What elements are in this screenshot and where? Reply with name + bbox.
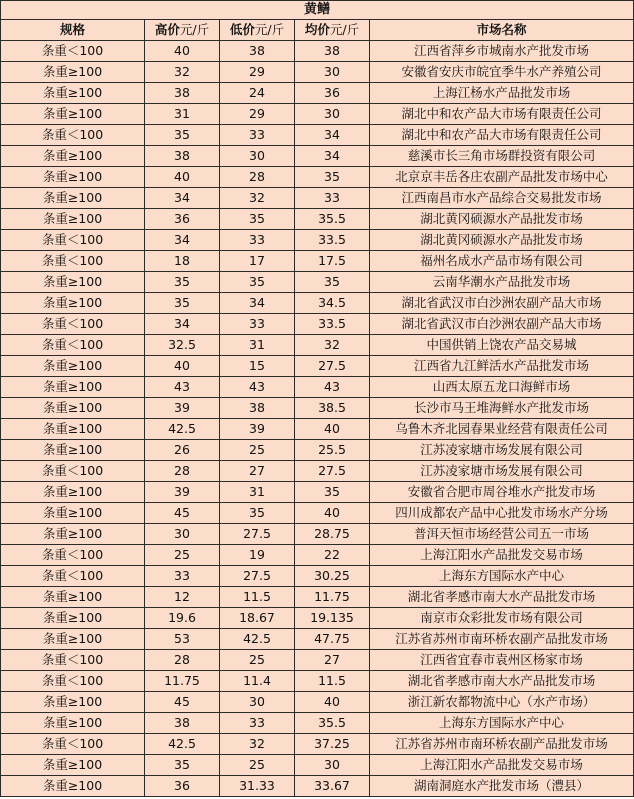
table-row	[1, 314, 634, 335]
cell-market: 慈溪市长三角市场群投资有限公司	[370, 146, 634, 167]
table-row	[1, 692, 634, 713]
cell-avg-price: 36	[295, 83, 370, 104]
table-row	[1, 776, 634, 797]
cell-avg-price: 28.75	[295, 524, 370, 545]
cell-low-price: 31	[220, 335, 295, 356]
header-spec	[1, 20, 145, 41]
table-row	[1, 440, 634, 461]
table-row	[1, 608, 634, 629]
table-row	[1, 587, 634, 608]
header-high-label: 高价	[154, 22, 180, 37]
table-row	[1, 125, 634, 146]
cell-high-price: 42.5	[145, 419, 220, 440]
cell-market: 湖南洞庭水产批发市场（澧县）	[370, 776, 634, 797]
table-row	[1, 629, 634, 650]
cell-avg-price: 35.5	[295, 209, 370, 230]
cell-high-price: 35	[145, 755, 220, 776]
cell-market: 上海东方国际水产中心	[370, 566, 634, 587]
cell-avg-price: 25.5	[295, 440, 370, 461]
cell-low-price: 33	[220, 230, 295, 251]
cell-low-price: 18.67	[220, 608, 295, 629]
cell-avg-price: 43	[295, 377, 370, 398]
table-row	[1, 650, 634, 671]
cell-market: 江苏省苏州市南环桥农副产品批发市场	[370, 629, 634, 650]
cell-market: 湖北省孝感市南大水产品批发市场	[370, 587, 634, 608]
table-row	[1, 755, 634, 776]
cell-low-price: 33	[220, 125, 295, 146]
cell-high-price: 19.6	[145, 608, 220, 629]
cell-high-price: 40	[145, 167, 220, 188]
cell-high-price: 40	[145, 356, 220, 377]
cell-spec: 条重≥100	[1, 146, 145, 167]
cell-high-price: 39	[145, 482, 220, 503]
cell-high-price: 18	[145, 251, 220, 272]
cell-high-price: 32.5	[145, 335, 220, 356]
cell-low-price: 38	[220, 41, 295, 62]
cell-market: 上海东方国际水产中心	[370, 713, 634, 734]
cell-market: 中国供销上饶农产品交易城	[370, 335, 634, 356]
header-avg-label: 均价	[304, 22, 330, 37]
cell-low-price: 25	[220, 440, 295, 461]
cell-avg-price: 30	[295, 62, 370, 83]
cell-low-price: 31.33	[220, 776, 295, 797]
cell-spec: 条重＜100	[1, 734, 145, 755]
cell-spec: 条重≥100	[1, 713, 145, 734]
cell-avg-price: 27	[295, 650, 370, 671]
cell-high-price: 43	[145, 377, 220, 398]
table-row	[1, 713, 634, 734]
cell-spec: 条重≥100	[1, 482, 145, 503]
cell-high-price: 32	[145, 62, 220, 83]
table-row	[1, 41, 634, 62]
cell-market: 湖北省孝感市南大水产品批发市场	[370, 671, 634, 692]
cell-market: 四川成都农产品中心批发市场水产分场	[370, 503, 634, 524]
cell-spec: 条重≥100	[1, 692, 145, 713]
cell-high-price: 36	[145, 209, 220, 230]
cell-avg-price: 40	[295, 419, 370, 440]
table-row	[1, 209, 634, 230]
table-row	[1, 293, 634, 314]
cell-spec: 条重≥100	[1, 83, 145, 104]
cell-low-price: 24	[220, 83, 295, 104]
cell-spec: 条重≥100	[1, 524, 145, 545]
table-row	[1, 83, 634, 104]
header-avg	[295, 20, 370, 41]
cell-market: 湖北省武汉市白沙洲农副产品大市场	[370, 314, 634, 335]
cell-spec: 条重≥100	[1, 587, 145, 608]
header-avg-unit: 元/斤	[329, 22, 360, 37]
table-row	[1, 335, 634, 356]
cell-low-price: 29	[220, 62, 295, 83]
cell-low-price: 35	[220, 209, 295, 230]
cell-high-price: 33	[145, 566, 220, 587]
cell-spec: 条重≥100	[1, 188, 145, 209]
cell-spec: 条重＜100	[1, 314, 145, 335]
table-row	[1, 146, 634, 167]
cell-market: 北京京丰岳各庄农副产品批发市场中心	[370, 167, 634, 188]
cell-high-price: 11.75	[145, 671, 220, 692]
cell-low-price: 28	[220, 167, 295, 188]
cell-avg-price: 35	[295, 482, 370, 503]
cell-spec: 条重≥100	[1, 419, 145, 440]
cell-low-price: 30	[220, 146, 295, 167]
cell-market: 江苏凌家塘市场发展有限公司	[370, 440, 634, 461]
cell-high-price: 30	[145, 524, 220, 545]
cell-low-price: 19	[220, 545, 295, 566]
cell-market: 江西省宜春市袁州区杨家市场	[370, 650, 634, 671]
cell-avg-price: 30	[295, 104, 370, 125]
cell-avg-price: 30	[295, 755, 370, 776]
cell-avg-price: 22	[295, 545, 370, 566]
header-market	[370, 20, 634, 41]
cell-avg-price: 35.5	[295, 713, 370, 734]
cell-avg-price: 27.5	[295, 356, 370, 377]
table-row	[1, 251, 634, 272]
cell-low-price: 30	[220, 692, 295, 713]
cell-low-price: 38	[220, 398, 295, 419]
cell-spec: 条重≥100	[1, 356, 145, 377]
cell-avg-price: 33	[295, 188, 370, 209]
table-row	[1, 188, 634, 209]
table-row	[1, 461, 634, 482]
cell-market: 湖北中和农产品大市场有限责任公司	[370, 125, 634, 146]
cell-market: 山西太原五龙口海鲜市场	[370, 377, 634, 398]
cell-low-price: 32	[220, 188, 295, 209]
cell-spec: 条重≥100	[1, 377, 145, 398]
table-row	[1, 524, 634, 545]
cell-spec: 条重≥100	[1, 440, 145, 461]
cell-avg-price: 33.5	[295, 314, 370, 335]
cell-market: 江苏凌家塘市场发展有限公司	[370, 461, 634, 482]
cell-high-price: 28	[145, 650, 220, 671]
cell-high-price: 28	[145, 461, 220, 482]
cell-low-price: 11.5	[220, 587, 295, 608]
table-row	[1, 167, 634, 188]
cell-avg-price: 34	[295, 125, 370, 146]
cell-high-price: 12	[145, 587, 220, 608]
table-row	[1, 230, 634, 251]
cell-low-price: 35	[220, 503, 295, 524]
table-row	[1, 566, 634, 587]
cell-low-price: 29	[220, 104, 295, 125]
cell-avg-price: 38.5	[295, 398, 370, 419]
cell-low-price: 39	[220, 419, 295, 440]
header-market-label: 市场名称	[476, 22, 527, 37]
cell-low-price: 33	[220, 314, 295, 335]
table-row	[1, 545, 634, 566]
cell-low-price: 25	[220, 755, 295, 776]
cell-market: 云南华潮水产品批发市场	[370, 272, 634, 293]
cell-high-price: 39	[145, 398, 220, 419]
cell-avg-price: 47.75	[295, 629, 370, 650]
cell-avg-price: 40	[295, 503, 370, 524]
cell-avg-price: 34	[295, 146, 370, 167]
table-row	[1, 377, 634, 398]
cell-high-price: 34	[145, 314, 220, 335]
cell-market: 安徽省安庆市皖宜季牛水产养殖公司	[370, 62, 634, 83]
cell-spec: 条重≥100	[1, 755, 145, 776]
cell-high-price: 34	[145, 230, 220, 251]
cell-market: 浙江新农都物流中心（水产市场）	[370, 692, 634, 713]
cell-spec: 条重≥100	[1, 608, 145, 629]
cell-market: 福州名成水产品市场有限公司	[370, 251, 634, 272]
cell-spec: 条重＜100	[1, 461, 145, 482]
title-row	[1, 1, 634, 20]
cell-avg-price: 40	[295, 692, 370, 713]
cell-low-price: 33	[220, 713, 295, 734]
cell-spec: 条重≥100	[1, 209, 145, 230]
cell-low-price: 34	[220, 293, 295, 314]
header-high	[145, 20, 220, 41]
table-row	[1, 398, 634, 419]
table-row	[1, 62, 634, 83]
cell-avg-price: 11.5	[295, 671, 370, 692]
cell-market: 南京市众彩批发市场有限公司	[370, 608, 634, 629]
header-low-label: 低价	[229, 22, 255, 37]
cell-market: 湖北中和农产品大市场有限责任公司	[370, 104, 634, 125]
cell-high-price: 53	[145, 629, 220, 650]
cell-market: 上海江阳水产品批发交易市场	[370, 545, 634, 566]
header-low	[220, 20, 295, 41]
cell-market: 江西省九江鲜活水产品批发市场	[370, 356, 634, 377]
header-low-unit: 元/斤	[254, 22, 285, 37]
cell-market: 长沙市马王堆海鲜水产批发市场	[370, 398, 634, 419]
cell-avg-price: 30.25	[295, 566, 370, 587]
cell-high-price: 34	[145, 188, 220, 209]
cell-avg-price: 27.5	[295, 461, 370, 482]
cell-low-price: 35	[220, 272, 295, 293]
cell-low-price: 27.5	[220, 524, 295, 545]
cell-avg-price: 32	[295, 335, 370, 356]
cell-market: 安徽省合肥市周谷堆水产批发市场	[370, 482, 634, 503]
cell-spec: 条重≥100	[1, 776, 145, 797]
cell-market: 湖北省武汉市白沙洲农副产品大市场	[370, 293, 634, 314]
cell-low-price: 27	[220, 461, 295, 482]
cell-low-price: 11.4	[220, 671, 295, 692]
table-row	[1, 671, 634, 692]
cell-market: 湖北黄冈硕源水产品批发市场	[370, 230, 634, 251]
cell-high-price: 36	[145, 776, 220, 797]
cell-low-price: 43	[220, 377, 295, 398]
cell-high-price: 38	[145, 83, 220, 104]
cell-spec: 条重≥100	[1, 629, 145, 650]
cell-high-price: 38	[145, 146, 220, 167]
cell-high-price: 26	[145, 440, 220, 461]
cell-high-price: 25	[145, 545, 220, 566]
cell-low-price: 15	[220, 356, 295, 377]
cell-spec: 条重＜100	[1, 545, 145, 566]
table-row	[1, 419, 634, 440]
cell-high-price: 35	[145, 125, 220, 146]
table-title: 黄鳝	[1, 1, 634, 20]
cell-avg-price: 34.5	[295, 293, 370, 314]
header-spec-label: 规格	[59, 22, 85, 37]
cell-avg-price: 19.135	[295, 608, 370, 629]
cell-high-price: 45	[145, 692, 220, 713]
cell-high-price: 42.5	[145, 734, 220, 755]
cell-avg-price: 33.67	[295, 776, 370, 797]
cell-spec: 条重≥100	[1, 272, 145, 293]
table-row	[1, 482, 634, 503]
table-row	[1, 272, 634, 293]
cell-spec: 条重≥100	[1, 104, 145, 125]
cell-spec: 条重≥100	[1, 62, 145, 83]
cell-high-price: 35	[145, 272, 220, 293]
header-high-unit: 元/斤	[179, 22, 210, 37]
cell-spec: 条重＜100	[1, 335, 145, 356]
cell-market: 湖北黄冈硕源水产品批发市场	[370, 209, 634, 230]
cell-spec: 条重≥100	[1, 293, 145, 314]
cell-spec: 条重＜100	[1, 41, 145, 62]
cell-market: 江西南昌市水产品综合交易批发市场	[370, 188, 634, 209]
cell-spec: 条重＜100	[1, 566, 145, 587]
cell-market: 上海江杨水产品批发市场	[370, 83, 634, 104]
table-row	[1, 503, 634, 524]
cell-avg-price: 35	[295, 167, 370, 188]
cell-avg-price: 33.5	[295, 230, 370, 251]
cell-avg-price: 37.25	[295, 734, 370, 755]
table-row	[1, 104, 634, 125]
cell-high-price: 38	[145, 713, 220, 734]
cell-low-price: 31	[220, 482, 295, 503]
cell-market: 普洱天恒市场经营公司五一市场	[370, 524, 634, 545]
cell-spec: 条重＜100	[1, 230, 145, 251]
table-row	[1, 356, 634, 377]
cell-market: 江西省萍乡市城南水产批发市场	[370, 41, 634, 62]
cell-spec: 条重≥100	[1, 398, 145, 419]
cell-avg-price: 17.5	[295, 251, 370, 272]
header-row	[1, 20, 634, 41]
cell-high-price: 40	[145, 41, 220, 62]
cell-spec: 条重≥100	[1, 503, 145, 524]
cell-spec: 条重＜100	[1, 650, 145, 671]
cell-avg-price: 35	[295, 272, 370, 293]
cell-high-price: 45	[145, 503, 220, 524]
cell-low-price: 27.5	[220, 566, 295, 587]
table-row	[1, 734, 634, 755]
cell-avg-price: 38	[295, 41, 370, 62]
cell-spec: 条重＜100	[1, 125, 145, 146]
cell-spec: 条重＜100	[1, 671, 145, 692]
cell-market: 江苏省苏州市南环桥农副产品批发市场	[370, 734, 634, 755]
cell-low-price: 17	[220, 251, 295, 272]
cell-spec: 条重＜100	[1, 251, 145, 272]
cell-high-price: 35	[145, 293, 220, 314]
cell-high-price: 31	[145, 104, 220, 125]
cell-avg-price: 11.75	[295, 587, 370, 608]
cell-market: 上海江阳水产品批发交易市场	[370, 755, 634, 776]
cell-low-price: 25	[220, 650, 295, 671]
cell-low-price: 32	[220, 734, 295, 755]
cell-low-price: 42.5	[220, 629, 295, 650]
cell-spec: 条重≥100	[1, 167, 145, 188]
cell-market: 乌鲁木齐北园春果业经营有限责任公司	[370, 419, 634, 440]
